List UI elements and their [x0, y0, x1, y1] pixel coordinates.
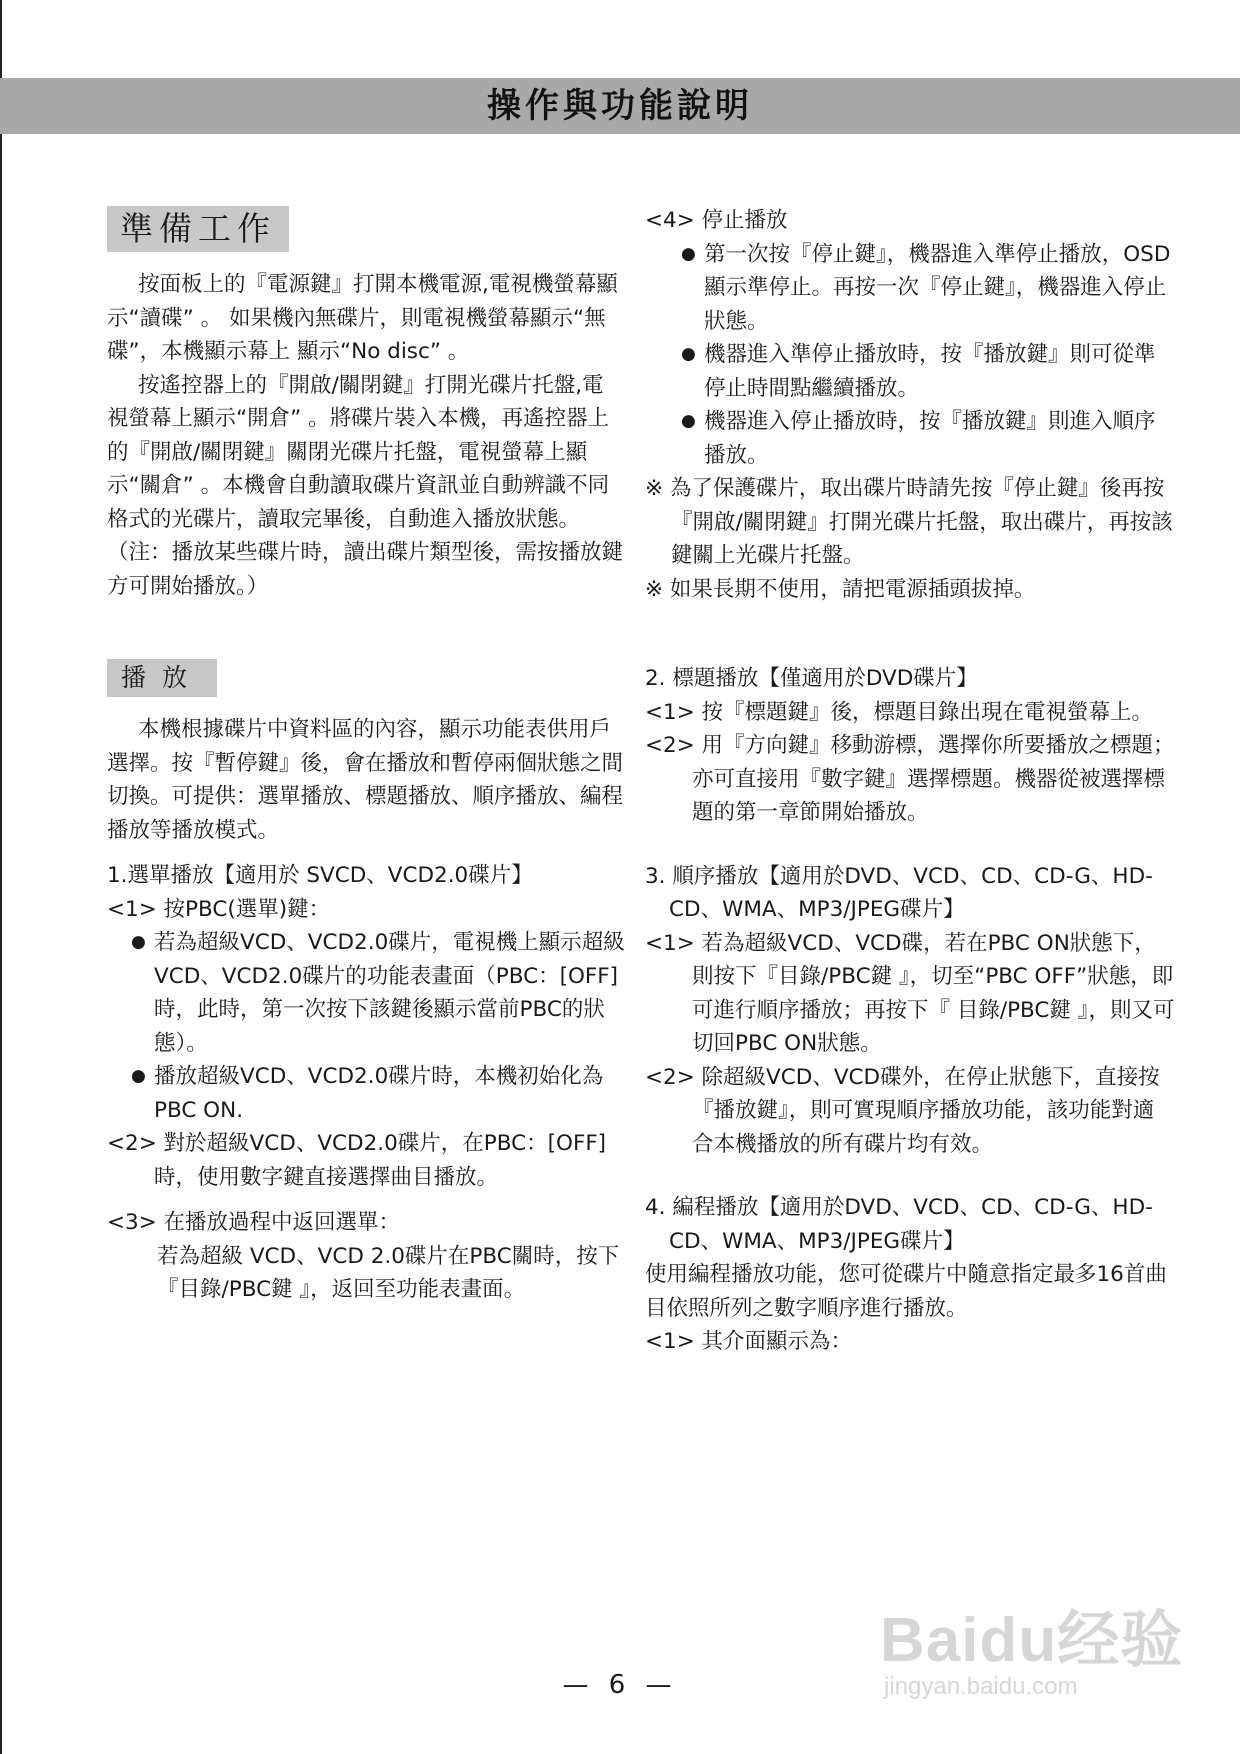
bullet-dot-icon: ●: [681, 344, 696, 364]
seq-play-heading: 3. 順序播放【適用於DVD、VCD、CD、CD-G、HD-CD、WMA、MP3/JPEG碟片】: [645, 863, 1153, 922]
stop-bullet-3-text: 機器進入停止播放時，按『播放鍵』則進入順序播放。: [704, 409, 1156, 468]
page-title: 操作與功能說明: [487, 86, 753, 126]
prep-note: （注：播放某些碟片時，讀出碟片類型後，需按播放鍵方可開始播放。）: [107, 540, 624, 599]
stop-bullet-3: [677, 405, 1175, 472]
menu-play-heading: 1.選單播放【適用於 SVCD、VCD2.0碟片】: [107, 863, 533, 888]
prep-paragraph-2: 按遙控器上的『開啟/關閉鍵』打開光碟片托盤,電視螢幕上顯示“開倉” 。將碟片裝入本機，再遙控器上的『開啟/關閉鍵』關閉光碟片托盤，電視螢幕上顯示“關倉” 。本機會自動讀取碟片資訊並自動辨識不同格式的光碟片，讀取完畢後，自動進入播放狀態。: [107, 372, 610, 532]
note-protect-disc: ※ 為了保護碟片，取出碟片時請先按『停止鍵』後再按『開啟/關閉鍵』打開光碟片托盤，取出碟片，再按該鍵關上光碟片托盤。: [645, 476, 1173, 568]
menu-bullet-2: [127, 1060, 625, 1127]
stop-bullet-1-text: 第一次按『停止鍵』，機器進入準停止播放，OSD顯示準停止。再按一次『停止鍵』，機器進入停止狀態。: [704, 241, 1171, 334]
page-number: — 6 —: [562, 1670, 678, 1700]
menu-bullet-1-text: 若為超級VCD、VCD2.0碟片，電視機上顯示超級VCD、VCD2.0碟片的功能表畫面（PBC：[OFF]時，此時，第一次按下該鍵後顯示當前PBC的狀態）。: [154, 930, 625, 1056]
stop-bullet-2: [677, 338, 1175, 405]
title-play-heading: 2. 標題播放【僅適用於DVD碟片】: [645, 666, 978, 691]
page-left-rule: [0, 0, 2, 1754]
title-step-2: <2> 用『方向鍵』移動游標，選擇你所要播放之標題；亦可直接用『數字鍵』選擇標題。機器從被選擇標題的第一章節開始播放。: [645, 733, 1175, 825]
watermark-url: jingyan.baidu.com: [884, 1673, 1078, 1700]
menu-step-3: <3> 在播放過程中返回選單：: [107, 1210, 401, 1235]
play-paragraph: 本機根據碟片中資料區的內容，顯示功能表供用戶選擇。按『暫停鍵』後，會在播放和暫停兩個狀態之間切換。可提供：選單播放、標題播放、順序播放、編程播放等播放模式。: [107, 717, 624, 843]
prep-paragraph-1: 按面板上的『電源鍵』打開本機電源,電視機螢幕顯示“讀碟” 。 如果機內無碟片，則電視機螢幕顯示“無碟”，本機顯示幕上 顯示“No disc” 。: [107, 272, 618, 364]
prog-paragraph: 使用編程播放功能，您可從碟片中隨意指定最多16首曲目依照所列之數字順序進行播放。: [645, 1262, 1167, 1321]
menu-step-1: <1> 按PBC(選單)鍵：: [107, 896, 331, 922]
note-unplug: ※ 如果長期不使用，請把電源插頭拔掉。: [645, 576, 1036, 602]
prog-step-1: <1> 其介面顯示為：: [645, 1329, 853, 1354]
section-title-play: 播放: [107, 659, 217, 697]
bullet-dot-icon: ●: [681, 411, 696, 431]
menu-step-2: <2> 對於超級VCD、VCD2.0碟片，在PBC：[OFF]時，使用數字鍵直接選擇曲目播放。: [107, 1131, 607, 1190]
menu-bullet-2-text: 播放超級VCD、VCD2.0碟片時，本機初始化為PBC ON.: [154, 1064, 604, 1123]
menu-bullet-1: [127, 926, 625, 1060]
stop-bullet-1: [677, 238, 1175, 339]
title-step-1: <1> 按『標題鍵』後，標題目錄出現在電視螢幕上。: [645, 699, 1154, 725]
right-column: [645, 204, 1175, 1359]
watermark-brand: Baidu经验: [880, 1606, 1184, 1675]
prog-play-heading: 4. 編程播放【適用於DVD、VCD、CD、CD-G、HD-CD、WMA、MP3/JPEG碟片】: [645, 1195, 1153, 1254]
stop-heading: <4> 停止播放: [645, 208, 788, 233]
left-column: [107, 206, 625, 1307]
header-bar: [0, 78, 1240, 134]
seq-step-2: <2> 除超級VCD、VCD碟外，在停止狀態下，直接按『播放鍵』，則可實現順序播放功能，該功能對適合本機播放的所有碟片均有效。: [645, 1064, 1160, 1157]
bullet-dot-icon: ●: [131, 932, 146, 952]
seq-step-1: <1> 若為超級VCD、VCD碟，若在PBC ON狀態下，則按下『目錄/PBC鍵 』，切至“PBC OFF”狀態，即可進行順序播放；再按下『 目錄/PBC鍵 』，則又可切回PBC ON狀態。: [645, 930, 1175, 1056]
section-title-prep: 準備工作: [107, 206, 289, 252]
bullet-dot-icon: ●: [681, 243, 696, 264]
menu-step-3-text: 若為超級 VCD、VCD 2.0碟片在PBC關時，按下『目錄/PBC鍵 』，返回至功能表畫面。: [157, 1243, 620, 1302]
bullet-dot-icon: ●: [131, 1066, 146, 1086]
stop-bullet-2-text: 機器進入準停止播放時，按『播放鍵』則可從準停止時間點繼續播放。: [704, 342, 1156, 401]
